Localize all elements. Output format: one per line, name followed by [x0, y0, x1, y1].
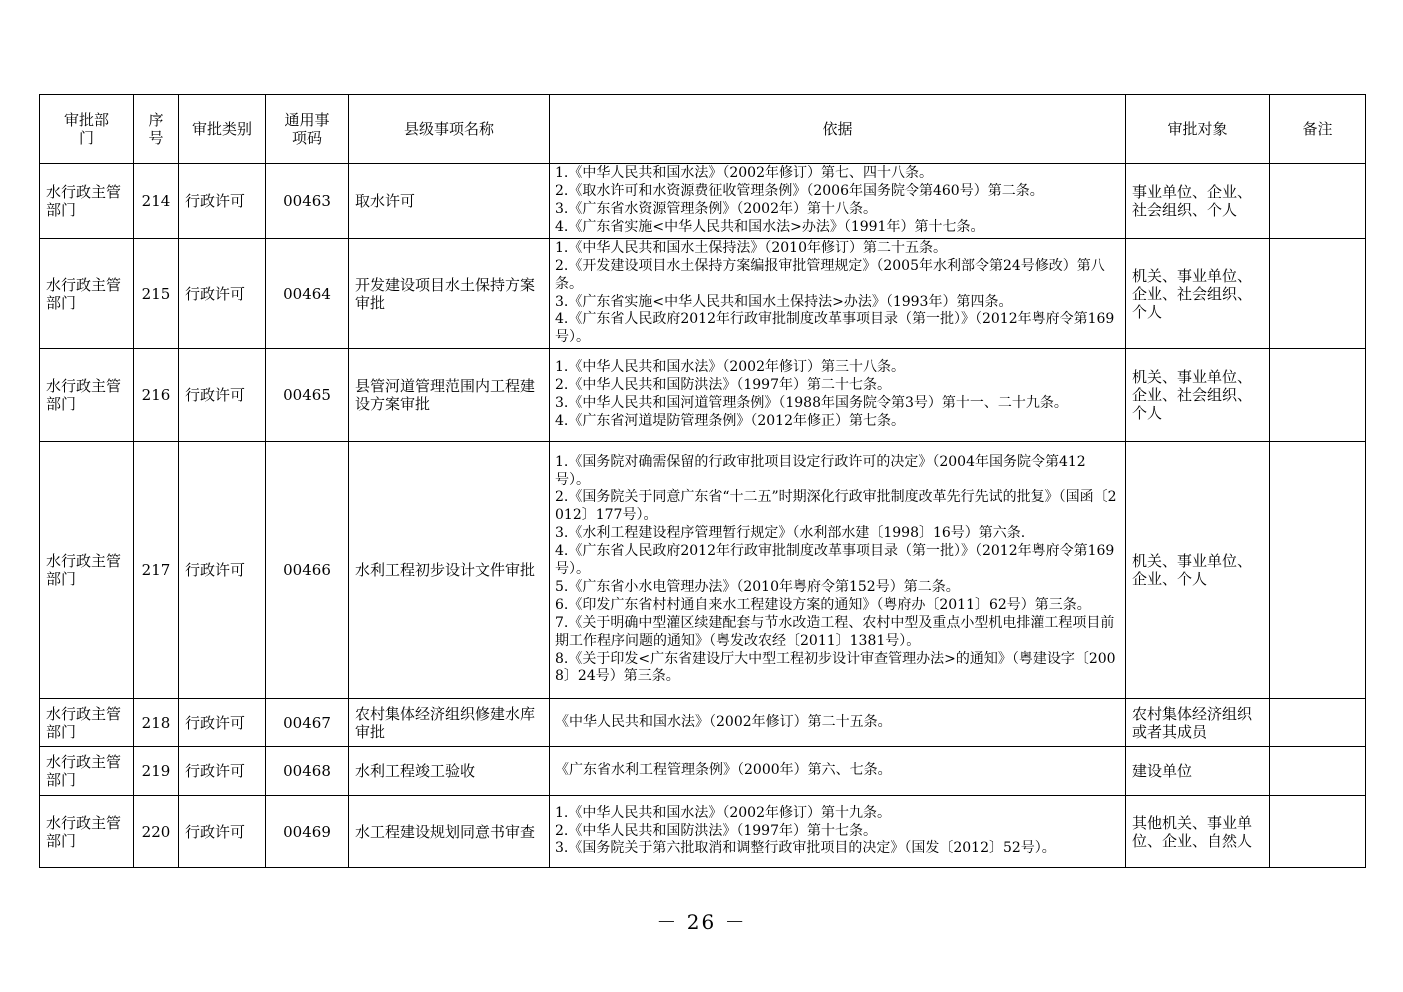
- table-header-row: [40, 95, 1366, 164]
- cell-dept: 水行政主管部门: [40, 349, 134, 442]
- cell-code: 00465: [266, 349, 349, 442]
- cell-category: 行政许可: [179, 747, 266, 796]
- table-row: [40, 796, 1366, 868]
- cell-dept: 水行政主管部门: [40, 442, 134, 699]
- cell-seq: 215: [134, 239, 179, 349]
- cell-category: 行政许可: [179, 164, 266, 239]
- cell-basis: [550, 239, 1126, 349]
- basis-item: 3.《水利工程建设程序管理暂行规定》（水利部水建〔1998〕16号）第六条.: [555, 525, 1026, 542]
- basis-item: 3.《中华人民共和国河道管理条例》（1988年国务院令第3号）第十一、二十九条。: [555, 395, 1068, 411]
- header-code: 通用事项码: [266, 95, 349, 164]
- cell-code: 00464: [266, 239, 349, 349]
- cell-category: 行政许可: [179, 796, 266, 868]
- basis-item: 1.《中华人民共和国水法》（2002年修订）第十九条。: [555, 804, 891, 821]
- cell-target: 机关、事业单位、企业、社会组织、个人: [1126, 349, 1270, 442]
- basis-item: 4.《广东省人民政府2012年行政审批制度改革事项目录（第一批）》（2012年粤府令第169号）。: [555, 543, 1115, 578]
- basis-item: 2.《中华人民共和国防洪法》（1997年）第二十七条。: [555, 377, 891, 394]
- page-number: － 26 －: [656, 910, 747, 934]
- cell-category: 行政许可: [179, 239, 266, 349]
- basis-item: 6.《印发广东省村村通自来水工程建设方案的通知》（粤府办〔2011〕62号）第三条。: [555, 596, 1091, 613]
- cell-target: 机关、事业单位、企业、社会组织、个人: [1126, 239, 1270, 349]
- cell-remark: [1270, 699, 1366, 747]
- basis-item: 3.《广东省实施<中华人民共和国水土保持法>办法》（1993年）第四条。: [555, 293, 1013, 310]
- cell-remark: [1270, 747, 1366, 796]
- cell-remark: [1270, 442, 1366, 699]
- basis-item: 2.《中华人民共和国防洪法》（1997年）第十七条。: [555, 822, 877, 839]
- cell-basis: [550, 796, 1126, 868]
- cell-name: 县管河道管理范围内工程建设方案审批: [349, 349, 550, 442]
- cell-dept: 水行政主管部门: [40, 699, 134, 747]
- basis-item: 2.《国务院关于同意广东省“十二五”时期深化行政审批制度改革先行先试的批复》（国函〔2012〕177号）。: [555, 489, 1117, 524]
- basis-item: 3.《国务院关于第六批取消和调整行政审批项目的决定》（国发〔2012〕52号）。: [555, 840, 1056, 857]
- cell-basis: [550, 747, 1126, 796]
- table-body: [40, 164, 1366, 868]
- header-name: 县级事项名称: [349, 95, 550, 164]
- cell-dept: 水行政主管部门: [40, 164, 134, 239]
- cell-seq: 218: [134, 699, 179, 747]
- cell-remark: [1270, 349, 1366, 442]
- cell-dept: 水行政主管部门: [40, 747, 134, 796]
- cell-dept: 水行政主管部门: [40, 796, 134, 868]
- header-category: 审批类别: [179, 95, 266, 164]
- cell-basis: [550, 699, 1126, 747]
- cell-name: 取水许可: [349, 164, 550, 239]
- cell-name: 农村集体经济组织修建水库审批: [349, 699, 550, 747]
- cell-remark: [1270, 239, 1366, 349]
- table-row: [40, 747, 1366, 796]
- cell-dept: 水行政主管部门: [40, 239, 134, 349]
- cell-target: 事业单位、企业、社会组织、个人: [1126, 164, 1270, 239]
- basis-item: 《中华人民共和国水法》（2002年修订）第二十五条。: [555, 713, 892, 730]
- cell-name: 水利工程竣工验收: [349, 747, 550, 796]
- cell-category: 行政许可: [179, 442, 266, 699]
- cell-category: 行政许可: [179, 699, 266, 747]
- cell-name: 水利工程初步设计文件审批: [349, 442, 550, 699]
- table-row: [40, 164, 1366, 239]
- cell-seq: 217: [134, 442, 179, 699]
- basis-item: 5.《广东省小水电管理办法》（2010年粤府令第152号）第二条。: [555, 578, 960, 595]
- table-row: [40, 239, 1366, 349]
- header-seq: 序号: [134, 95, 179, 164]
- basis-item: 7.《关于明确中型灌区续建配套与节水改造工程、农村中型及重点小型机电排灌工程项目前期工作程序问题的通知》（粤发改农经〔2011〕1381号）。: [555, 614, 1115, 649]
- cell-code: 00463: [266, 164, 349, 239]
- table-row: [40, 699, 1366, 747]
- basis-item: 2.《开发建设项目水土保持方案编报审批管理规定》（2005年水利部令第24号修改）第八条。: [555, 257, 1105, 292]
- cell-target: 机关、事业单位、企业、个人: [1126, 442, 1270, 699]
- cell-code: 00466: [266, 442, 349, 699]
- cell-code: 00468: [266, 747, 349, 796]
- basis-item: 1.《国务院对确需保留的行政审批项目设定行政许可的决定》（2004年国务院令第412号）。: [555, 453, 1086, 488]
- cell-target: 建设单位: [1126, 747, 1270, 796]
- basis-item: 8.《关于印发<广东省建设厅大中型工程初步设计审查管理办法>的通知》（粤建设字〔2008〕24号）第三条。: [555, 650, 1116, 685]
- basis-item: 1.《中华人民共和国水法》（2002年修订）第三十八条。: [555, 359, 905, 376]
- basis-item: 4.《广东省实施<中华人民共和国水法>办法》（1991年）第十七条。: [555, 218, 985, 235]
- cell-seq: 219: [134, 747, 179, 796]
- basis-item: 3.《广东省水资源管理条例》（2002年）第十八条。: [555, 201, 877, 217]
- table-row: [40, 442, 1366, 699]
- cell-seq: 216: [134, 349, 179, 442]
- basis-item: 2.《取水许可和水资源费征收管理条例》（2006年国务院令第460号）第二条。: [555, 183, 1044, 200]
- basis-item: 《广东省水利工程管理条例》（2000年）第六、七条。: [555, 762, 892, 779]
- basis-item: 4.《广东省河道堤防管理条例》（2012年修正）第七条。: [555, 412, 905, 429]
- header-basis: 依据: [550, 95, 1126, 164]
- cell-seq: 214: [134, 164, 179, 239]
- cell-code: 00467: [266, 699, 349, 747]
- cell-remark: [1270, 164, 1366, 239]
- header-dept: 审批部门: [40, 95, 134, 164]
- cell-name: 开发建设项目水土保持方案审批: [349, 239, 550, 349]
- header-remark: 备注: [1270, 95, 1366, 164]
- cell-basis: [550, 442, 1126, 699]
- cell-category: 行政许可: [179, 349, 266, 442]
- cell-target: 其他机关、事业单位、企业、自然人: [1126, 796, 1270, 868]
- cell-basis: [550, 349, 1126, 442]
- approval-items-table: [39, 94, 1366, 868]
- cell-target: 农村集体经济组织或者其成员: [1126, 699, 1270, 747]
- cell-basis: [550, 164, 1126, 239]
- cell-seq: 220: [134, 796, 179, 868]
- basis-item: 1.《中华人民共和国水法》（2002年修订）第七、四十八条。: [555, 165, 933, 182]
- table-row: [40, 349, 1366, 442]
- basis-item: 1.《中华人民共和国水土保持法》（2010年修订）第二十五条。: [555, 239, 947, 256]
- header-target: 审批对象: [1126, 95, 1270, 164]
- cell-name: 水工程建设规划同意书审查: [349, 796, 550, 868]
- cell-code: 00469: [266, 796, 349, 868]
- cell-remark: [1270, 796, 1366, 868]
- basis-item: 4.《广东省人民政府2012年行政审批制度改革事项目录（第一批）》（2012年粤府令第169号）。: [555, 311, 1115, 346]
